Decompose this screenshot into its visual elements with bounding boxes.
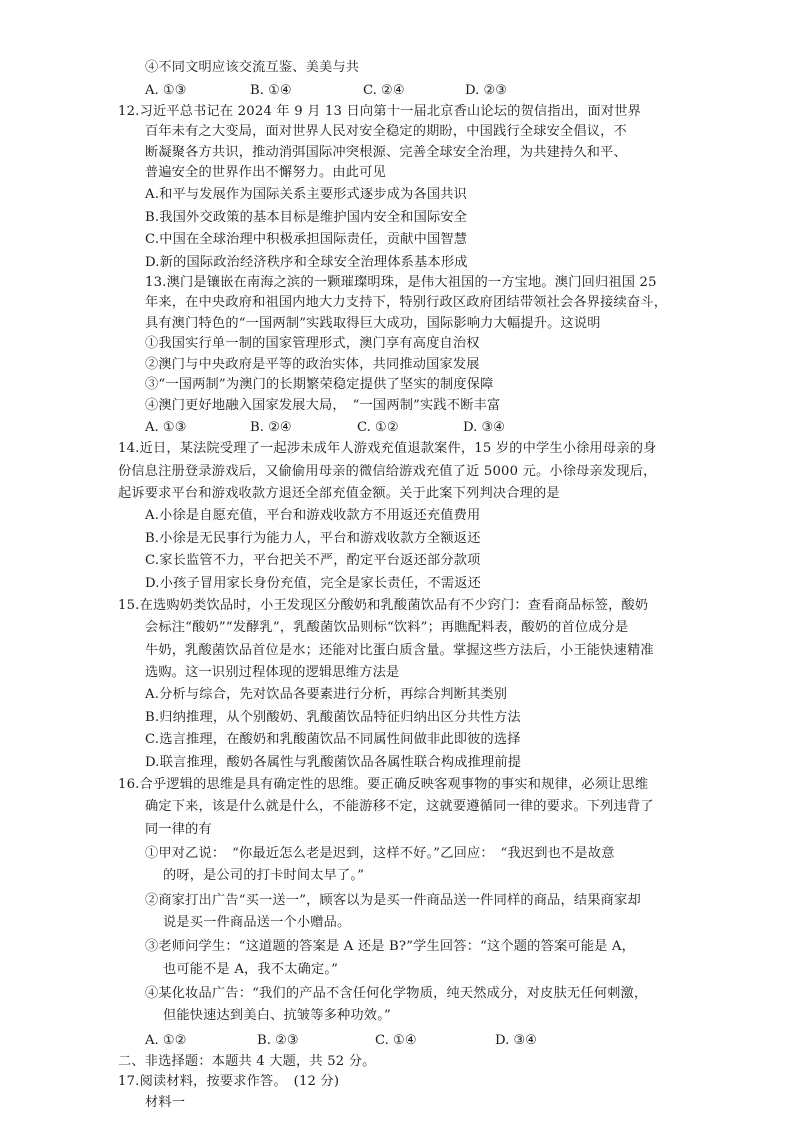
q16-statement-3: ③老师问学生：“这道题的答案是 A 还是 B?”学生回答：“这个题的答案可能是 A，	[145, 939, 636, 955]
q16-stem-line: 确定下来，该是什么就是什么，不能游移不定，这就要遵循同一律的要求。下列违背了	[145, 799, 654, 815]
q12-stem-line: 百年未有之大变局，面对世界人民对安全稳定的期盼，中国践行全球安全倡议，不	[145, 124, 627, 140]
q12-choice-c: C.中国在全球治理中积极承担国际责任，贡献中国智慧	[145, 232, 468, 248]
q12-choice-a: A.和平与发展作为国际关系主要形式逐步成为各国共识	[145, 187, 468, 203]
q16-stem-line: 同一律的有	[145, 821, 212, 837]
q16-statement-4: ④某化妆品广告：“我们的产品不含任何化学物质，纯天然成分，对皮肤无任何刺激，	[145, 986, 648, 1002]
q13-statement-3: ③“一国两制”为澳门的长期繁荣稳定提供了坚实的制度保障	[145, 377, 494, 393]
q13-statement-4: ④澳门更好地融入国家发展大局， “一国两制”实践不断丰富	[145, 397, 501, 413]
q12-choice-b: B.我国外交政策的基本目标是维护国内安全和国际安全	[145, 209, 468, 225]
q15-stem-line: 15.在选购奶类饮品时，小王发现区分酸奶和乳酸菌饮品有不少窍门：查看商品标签，酸奶	[118, 597, 649, 613]
section-2-heading: 二、非选择题：本题共 4 大题，共 52 分。	[118, 1054, 376, 1070]
q15-choice-d: D.联言推理，酸奶各属性与乳酸菌饮品各属性联合构成推理前提	[145, 754, 522, 770]
q13-stem-line: 具有澳门特色的“一国两制”实践取得巨大成功，国际影响力大幅提升。这说明	[145, 315, 601, 331]
q14-choice-b: B.小徐是无民事行为能力人，平台和游戏收款方全额返还	[145, 530, 481, 546]
q11-option-d: D. ②③	[465, 83, 508, 99]
q16-statement-1: ①甲对乙说： “你最近怎么老是迟到，这样不好。”乙回应： “我迟到也不是故意	[145, 845, 615, 861]
q13-stem-line: 13.澳门是镶嵌在南海之滨的一颗璀璨明珠，是伟大祖国的一方宝地。澳门回归祖国 25	[145, 274, 657, 290]
q12-choice-d: D.新的国际政治经济秩序和全球安全治理体系基本形成	[145, 254, 468, 270]
q15-choice-a: A.分析与综合，先对饮品各要素进行分析，再综合判断其类别	[145, 687, 508, 703]
q13-option-a: A. ①③	[145, 419, 187, 435]
q11-option-a: A. ①③	[145, 83, 187, 99]
q16-statement-3-cont: 也可能不是 A，我不太确定。”	[163, 961, 339, 977]
q11-statement-4: ④不同文明应该交流互鉴、美美与共	[145, 60, 360, 75]
q14-stem-line: 起诉要求平台和游戏收款方退还全部充值金额。关于此案下列判决合理的是	[118, 486, 560, 502]
q15-stem-line: 选购。这一识别过程体现的逻辑思维方法是	[145, 665, 400, 681]
q16-statement-2-cont: 说是买一件商品送一个小赠品。	[163, 915, 351, 931]
q16-option-a: A. ①②	[145, 1032, 187, 1048]
q11-option-c: C. ②④	[363, 83, 405, 99]
q14-stem-line: 14.近日，某法院受理了一起涉未成年人游戏充值退款案件，15 岁的中学生小徐用母亲的身	[118, 441, 657, 457]
q12-stem-line: 12.习近平总书记在 2024 年 9 月 13 日向第十一届北京香山论坛的贺信指出，面对世界	[118, 103, 642, 119]
q15-stem-line: 会标注“酸奶”“发酵乳”，乳酸菌饮品则标“饮料”；再瞧配料表，酸奶的首位成分是	[145, 620, 629, 636]
q14-stem-line: 份信息注册登录游戏后，又偷偷用母亲的微信给游戏充值了近 5000 元。小徐母亲发现后，	[118, 463, 657, 479]
q12-stem-line: 断凝聚各方共识，推动消弭国际冲突根源、完善全球安全治理，为共建持久和平、	[145, 144, 627, 160]
material-1-label: 材料一	[145, 1095, 186, 1110]
q13-option-b: B. ②④	[250, 419, 292, 435]
q15-stem-line: 牛奶，乳酸菌饮品首位是水；还能对比蛋白质含量。掌握这些方法后，小王能快速精准	[145, 642, 654, 658]
q16-statement-2: ②商家打出广告“买一送一”，顾客以为是买一件商品送一件同样的商品，结果商家却	[145, 892, 641, 908]
q16-option-c: C. ①④	[375, 1032, 417, 1048]
q15-choice-b: B.归纳推理，从个别酸奶、乳酸菌饮品特征归纳出区分共性方法	[145, 709, 521, 725]
q13-statement-1: ①我国实行单一制的国家管理形式，澳门享有高度自治权	[145, 336, 480, 352]
q14-choice-d: D.小孩子冒用家长身份充值，完全是家长责任，不需返还	[145, 575, 481, 591]
q16-stem-line: 16.合乎逻辑的思维是具有确定性的思维。要正确反映客观事物的事实和规律，必须让思维	[118, 776, 649, 792]
q13-option-d: D. ③④	[463, 419, 506, 435]
q14-choice-c: C.家长监管不力，平台把关不严，酌定平台返还部分款项	[145, 553, 481, 569]
q13-option-c: C. ①②	[357, 419, 399, 435]
q16-option-b: B. ②③	[257, 1032, 299, 1048]
q15-choice-c: C.选言推理，在酸奶和乳酸菌饮品不同属性间做非此即彼的选择	[145, 732, 521, 748]
q12-stem-line: 普遍安全的世界作出不懈努力。由此可见	[145, 165, 386, 181]
q11-option-b: B. ①④	[250, 83, 292, 99]
q14-choice-a: A.小徐是自愿充值，平台和游戏收款方不用返还充值费用	[145, 508, 481, 524]
q16-statement-1-cont: 的呀，是公司的打卡时间太早了。”	[163, 868, 365, 884]
q13-statement-2: ②澳门与中央政府是平等的政治实体，共同推动国家发展	[145, 356, 480, 372]
q17-prompt: 17.阅读材料，按要求作答。 (12 分)	[118, 1073, 340, 1089]
q13-stem-line: 年来，在中央政府和祖国内地大力支持下，特别行政区政府团结带领社会各界接续奋斗，	[145, 295, 668, 311]
q16-statement-4-cont: 但能快速达到美白、抗皱等多种功效。”	[163, 1008, 391, 1024]
q16-option-d: D. ③④	[495, 1032, 538, 1048]
